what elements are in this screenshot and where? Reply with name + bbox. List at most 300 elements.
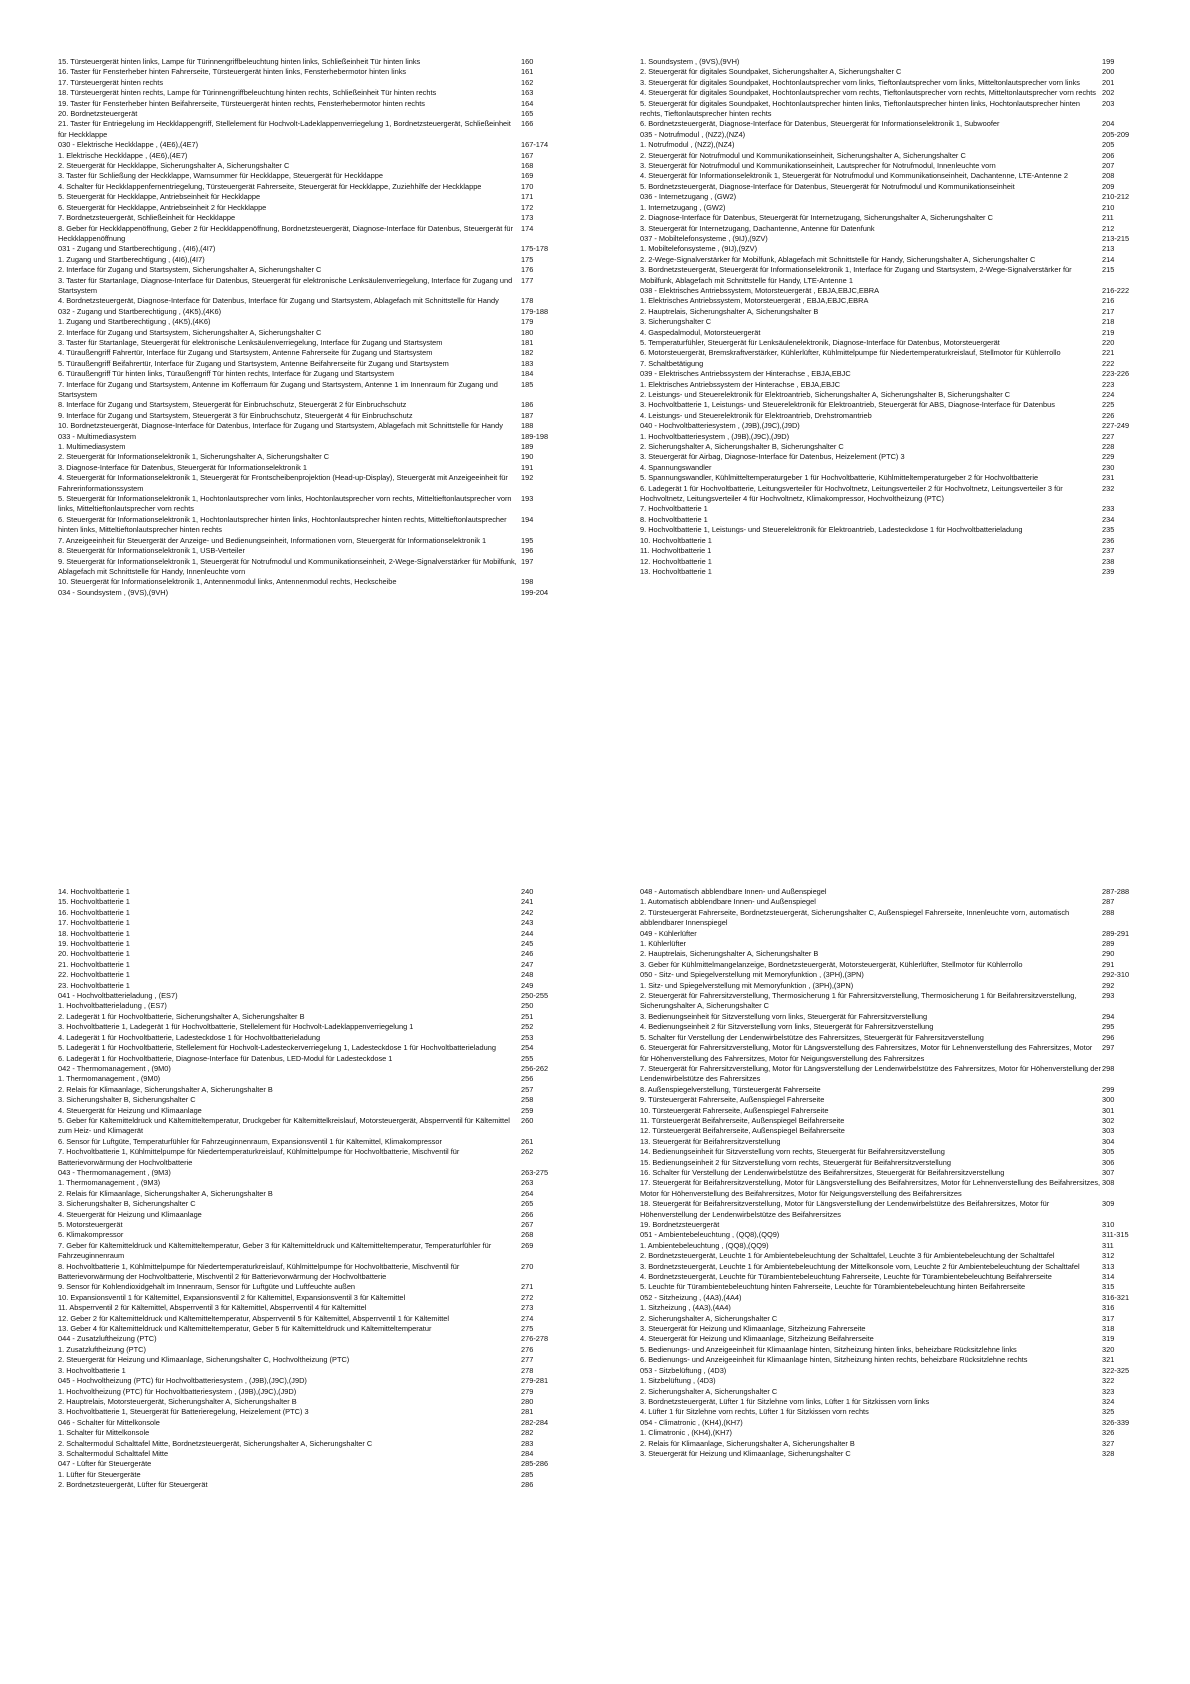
toc-section-heading [640, 192, 1180, 202]
toc-entry-page: 280 [521, 1396, 534, 1406]
toc-entry-title: 2. Diagnose-Interface für Datenbus, Steuergerät für Internetzugang, Sicherungshalter A, Sicherungshalter C [640, 213, 993, 223]
toc-entry-page: 276-278 [521, 1334, 549, 1344]
toc-column-4 [640, 887, 1180, 1459]
toc-entry-title: 4. Steuergerät für Heizung und Klimaanlage, Sitzheizung Beifahrerseite [640, 1334, 874, 1344]
toc-entry-title: 1. Zugang und Startberechtigung , (4I6),(4I7) [58, 254, 205, 264]
toc-entry [58, 1147, 598, 1168]
toc-entry-page: 258 [521, 1095, 534, 1105]
toc-entry [58, 1178, 598, 1188]
toc-entry-title: 041 - Hochvoltbatterieladung , (ES7) [58, 991, 178, 1001]
toc-entry-page: 194 [521, 514, 534, 524]
toc-entry-title: 044 - Zusatzluftheizung (PTC) [58, 1334, 157, 1344]
toc-entry-title: 048 - Automatisch abblendbare Innen- und Außenspiegel [640, 887, 827, 896]
toc-entry [640, 307, 1180, 317]
toc-entry-title: 18. Steuergerät für Beifahrersitzverstellung, Motor für Längsverstellung der Lendenwirbelstütze des Beifahrersitzes, Motor für Höhenverstellung der Lendenwirbelstütze des Beifahrersitzes [640, 1199, 1050, 1219]
toc-section-heading [640, 1418, 1180, 1428]
toc-section-heading [640, 1293, 1180, 1303]
toc-entry-page: 300 [1102, 1095, 1115, 1105]
toc-entry-title: 3. Steuergerät für Airbag, Diagnose-Interface für Datenbus, Heizelement (PTC) 3 [640, 452, 905, 462]
toc-entry-page: 225 [1102, 400, 1115, 410]
toc-entry-page: 289 [1102, 939, 1115, 949]
toc-entry-title: 4. Bedienungseinheit 2 für Sitzverstellung vorn links, Steuergerät für Fahrersitzverstellung [640, 1022, 934, 1032]
toc-section-heading [640, 970, 1180, 980]
toc-entry [640, 203, 1180, 213]
toc-entry [58, 1397, 598, 1407]
toc-entry-page: 222 [1102, 358, 1115, 368]
toc-entry [58, 119, 598, 140]
toc-entry-title: 038 - Elektrisches Antriebssystem, Motorsteuergerät , EBJA,EBJC,EBRA [640, 285, 880, 295]
toc-entry-page: 209 [1102, 181, 1115, 191]
toc-entry-page: 276 [521, 1344, 534, 1354]
toc-entry-title: 7. Interface für Zugang und Startsystem, Antenne im Kofferraum für Zugang und Startsystem, Antenne 1 im Innenraum für Zugang und Startsystem [58, 379, 498, 399]
toc-entry-title: 3. Hochvoltbatterie 1, Ladegerät 1 für Hochvoltbatterie, Stellelement für Hochvolt-Ladeklappenverriegelung 1 [58, 1022, 414, 1032]
toc-entry-page: 250-255 [521, 991, 549, 1001]
toc-entry-title: 3. Hochvoltbatterie 1 [58, 1365, 126, 1375]
toc-entry [58, 1074, 598, 1084]
toc-entry-page: 216 [1102, 296, 1115, 306]
toc-entry [640, 557, 1180, 567]
toc-entry-page: 223-226 [1102, 369, 1130, 379]
toc-entry-title: 2. Hauptrelais, Motorsteuergerät, Sicherungshalter A, Sicherungshalter B [58, 1396, 297, 1406]
toc-entry-page: 247 [521, 959, 534, 969]
toc-entry-title: 16. Schalter für Verstellung der Lendenwirbelstütze des Beifahrersitzes, Steuergerät für Beifahrersitzverstellung [640, 1167, 1005, 1177]
toc-entry [640, 504, 1180, 514]
toc-entry-page: 160 [521, 57, 534, 66]
toc-entry-page: 265 [521, 1199, 534, 1209]
toc-entry [58, 1022, 598, 1032]
toc-section-heading [640, 1366, 1180, 1376]
toc-entry [640, 1137, 1180, 1147]
toc-entry-page: 293 [1102, 991, 1115, 1001]
toc-entry-page: 272 [521, 1292, 534, 1302]
toc-entry-title: 11. Hochvoltbatterie 1 [640, 546, 712, 556]
toc-entry-page: 304 [1102, 1136, 1115, 1146]
toc-section-heading [58, 991, 598, 1001]
toc-entry-title: 034 - Soundsystem , (9VS),(9VH) [58, 587, 169, 597]
toc-entry [58, 1480, 598, 1490]
toc-entry-page: 198 [521, 577, 534, 587]
toc-entry-page: 268 [521, 1230, 534, 1240]
toc-entry-page: 178 [521, 296, 534, 306]
toc-entry-title: 2. Hauptrelais, Sicherungshalter A, Sicherungshalter B [640, 306, 819, 316]
toc-entry-page: 324 [1102, 1396, 1115, 1406]
toc-entry-page: 204 [1102, 119, 1115, 129]
toc-entry-title: 1. Sitzbelüftung , (4D3) [640, 1376, 716, 1386]
toc-entry [58, 1085, 598, 1095]
toc-entry-title: 1. Elektrisches Antriebssystem, Motorsteuergerät , EBJA,EBJC,EBRA [640, 296, 869, 306]
toc-entry [640, 484, 1180, 505]
toc-entry-page: 257 [521, 1084, 534, 1094]
toc-entry [58, 473, 598, 494]
toc-entry-page: 171 [521, 192, 534, 202]
toc-entry-title: 1. Elektrische Heckklappe , (4E6),(4E7) [58, 150, 188, 160]
toc-entry [640, 1085, 1180, 1095]
toc-section-heading [58, 140, 598, 150]
toc-entry-page: 264 [521, 1188, 534, 1198]
toc-column-3 [58, 887, 598, 1491]
toc-column-1 [58, 57, 598, 598]
toc-entry [640, 1116, 1180, 1126]
toc-entry-page: 177 [521, 275, 534, 285]
toc-entry-title: 5. Leuchte für Türambientebeleuchtung hinten Fahrerseite, Leuchte für Türambientebeleuchtung hinten Beifahrerseite [640, 1282, 1026, 1292]
toc-entry-title: 19. Taster für Fensterheber hinten Beifahrerseite, Türsteuergerät hinten rechts, Fensterhebermotor hinten rechts [58, 98, 425, 108]
toc-entry [640, 536, 1180, 546]
toc-entry-title: 1. Zusatzluftheizung (PTC) [58, 1344, 146, 1354]
toc-entry [58, 1189, 598, 1199]
toc-entry [640, 1272, 1180, 1282]
toc-entry-title: 4. Bordnetzsteuergerät, Leuchte für Türambientebeleuchtung Fahrerseite, Leuchte für Türambientebeleuchtung Beifahrerseite [640, 1272, 1052, 1282]
toc-entry-title: 17. Hochvoltbatterie 1 [58, 918, 130, 928]
toc-entry-page: 274 [521, 1313, 534, 1323]
toc-entry-title: 5. Steuergerät für Informationselektronik 1, Hochtonlautsprecher vorn links, Hochtonlautsprecher vorn rechts, Mitteltieftonlautsprecher vorn links, Mitteltieftonlautsprecher vorn rechts [58, 494, 512, 514]
toc-entry [640, 255, 1180, 265]
toc-entry-title: 3. Steuergerät für digitales Soundpaket, Hochtonlautsprecher vorn links, Tieftonlautsprecher vorn links, Mitteltonlautsprecher vorn links [640, 77, 1080, 87]
toc-entry-title: 6. Motorsteuergerät, Bremskraftverstärker, Kühlerlüfter, Kühlmittelpumpe für Niedertemperaturkreislauf, Stellmotor für Kühlerrollo [640, 348, 1061, 358]
toc-entry-page: 284 [521, 1448, 534, 1458]
toc-entry-page: 188 [521, 421, 534, 431]
toc-entry [640, 151, 1180, 161]
toc-entry-page: 210-212 [1102, 192, 1130, 202]
toc-entry-title: 3. Sicherungshalter C [640, 317, 712, 327]
toc-entry [640, 1178, 1180, 1199]
toc-entry [640, 1012, 1180, 1022]
toc-entry-title: 9. Hochvoltbatterie 1, Leistungs- und Steuerelektronik für Elektroantrieb, Ladesteckdose 1 für Hochvoltbatterieladung [640, 525, 1023, 535]
toc-entry [58, 908, 598, 918]
toc-entry [58, 1054, 598, 1064]
toc-entry-title: 2. Sicherungshalter A, Sicherungshalter C [640, 1313, 778, 1323]
toc-entry [58, 1366, 598, 1376]
toc-entry-page: 241 [521, 897, 534, 907]
toc-entry-title: 8. Interface für Zugang und Startsystem, Steuergerät für Einbruchschutz, Steuergerät 2 für Einbruchschutz [58, 400, 407, 410]
toc-entry-page: 286 [521, 1480, 534, 1490]
toc-entry-title: 1. Sitz- und Spiegelverstellung mit Memoryfunktion , (3PH),(3PN) [640, 980, 854, 990]
toc-entry-page: 292-310 [1102, 970, 1130, 980]
toc-entry-page: 305 [1102, 1147, 1115, 1157]
toc-entry-title: 9. Interface für Zugang und Startsystem, Steuergerät 3 für Einbruchschutz, Steuergerät 4 für Einbruchschutz [58, 410, 413, 420]
toc-entry [640, 265, 1180, 286]
toc-entry-title: 6. Bedienungs- und Anzeigeeinheit für Klimaanlage hinten, Sitzheizung hinten rechts, beheizbare Rücksitzlehne rechts [640, 1355, 1028, 1365]
toc-entry-title: 8. Hochvoltbatterie 1, Kühlmittelpumpe für Niedertemperaturkreislauf, Kühlmittelpumpe für Hochvoltbatterie, Mischventil für Batterievorwärmung der Hochvoltbatterie, Mischventil 2 für Batterievorwärmung der Hochvoltbatterie [58, 1261, 460, 1282]
toc-entry-page: 161 [521, 67, 534, 77]
toc-entry-page: 226 [1102, 410, 1115, 420]
toc-section-heading [640, 929, 1180, 939]
toc-entry [640, 328, 1180, 338]
toc-entry [640, 380, 1180, 390]
toc-entry-page: 199-204 [521, 587, 549, 597]
toc-entry-title: 7. Anzeigeeinheit für Steuergerät der Anzeige- und Bedienungseinheit, Informationen vorn, Steuergerät für Informationselektronik 1 [58, 535, 487, 545]
toc-entry-page: 261 [521, 1136, 534, 1146]
toc-entry [640, 515, 1180, 525]
toc-entry-title: 20. Bordnetzsteuergerät [58, 109, 138, 119]
toc-entry-page: 309 [1102, 1199, 1115, 1209]
toc-entry-page: 195 [521, 535, 534, 545]
toc-entry-title: 5. Spannungswandler, Kühlmitteltemperaturgeber 1 für Hochvoltbatterie, Kühlmitteltemperaturgeber 2 für Hochvoltbatterie [640, 473, 1039, 483]
toc-entry [640, 546, 1180, 556]
toc-entry-page: 277 [521, 1355, 534, 1365]
toc-entry [58, 1137, 598, 1147]
toc-entry-title: 3. Taster für Startanlage, Diagnose-Interface für Datenbus, Steuergerät für elektronische Lenksäulenverriegelung, Interface für Zugang und Startsystem [58, 275, 513, 295]
toc-entry [58, 203, 598, 213]
toc-entry-page: 176 [521, 265, 534, 275]
toc-entry-page: 245 [521, 939, 534, 949]
toc-entry [58, 1355, 598, 1365]
toc-entry-title: 4. Bordnetzsteuergerät, Diagnose-Interface für Datenbus, Interface für Zugang und Startsystem, Ablagefach mit Schnittstelle für Handy [58, 296, 499, 306]
toc-entry-title: 6. Bordnetzsteuergerät, Diagnose-Interface für Datenbus, Steuergerät für Informationselektronik 1, Subwoofer [640, 119, 1000, 129]
toc-entry [58, 1262, 598, 1283]
toc-entry-page: 214 [1102, 254, 1115, 264]
toc-entry-page: 267 [521, 1220, 534, 1229]
toc-entry-page: 173 [521, 213, 534, 223]
toc-entry-page: 228 [1102, 442, 1115, 452]
toc-entry [58, 317, 598, 327]
toc-entry [58, 255, 598, 265]
toc-entry-page: 315 [1102, 1282, 1115, 1292]
toc-entry [58, 1230, 598, 1240]
toc-entry-title: 1. Automatisch abblendbare Innen- und Außenspiegel [640, 897, 816, 907]
toc-entry-page: 291 [1102, 959, 1115, 969]
toc-entry [640, 1043, 1180, 1064]
toc-entry [58, 546, 598, 556]
toc-entry-title: 13. Steuergerät für Beifahrersitzverstellung [640, 1136, 781, 1146]
toc-entry [58, 359, 598, 369]
toc-entry-page: 199 [1102, 57, 1115, 66]
toc-entry [640, 1095, 1180, 1105]
toc-entry-page: 213-215 [1102, 233, 1130, 243]
toc-entry [640, 57, 1180, 67]
toc-entry-page: 322 [1102, 1376, 1115, 1386]
toc-section-heading [58, 307, 598, 317]
toc-entry-page: 206 [1102, 150, 1115, 160]
toc-entry-title: 1. Elektrisches Antriebssystem der Hinterachse , EBJA,EBJC [640, 379, 841, 389]
toc-entry [640, 1439, 1180, 1449]
toc-entry [58, 1116, 598, 1137]
toc-entry [58, 67, 598, 77]
toc-entry [58, 57, 598, 67]
toc-entry-page: 279-281 [521, 1376, 549, 1386]
toc-entry-title: 6. Steuergerät für Heckklappe, Antriebseinheit 2 für Heckklappe [58, 202, 267, 212]
toc-entry-title: 11. Türsteuergerät Beifahrerseite, Außenspiegel Beifahrerseite [640, 1115, 845, 1125]
toc-entry [640, 99, 1180, 120]
toc-entry-page: 310 [1102, 1220, 1115, 1229]
toc-entry-title: 1. Hochvoltbatteriesystem , (J9B),(J9C),(J9D) [640, 431, 790, 441]
toc-entry-page: 227 [1102, 431, 1115, 441]
toc-entry-page: 259 [521, 1105, 534, 1115]
toc-entry [640, 525, 1180, 535]
toc-entry [58, 1199, 598, 1209]
toc-entry-page: 193 [521, 494, 534, 504]
toc-entry-title: 1. Multimediasystem [58, 442, 126, 452]
toc-entry-page: 167-174 [521, 140, 549, 150]
toc-entry-page: 238 [1102, 556, 1115, 566]
toc-entry-title: 4. Gaspedalmodul, Motorsteuergerät [640, 327, 761, 337]
toc-section-heading [58, 1064, 598, 1074]
toc-entry-title: 18. Türsteuergerät hinten rechts, Lampe für Türinnengriffbeleuchtung hinten rechts, Schließeinheit Tür hinten rechts [58, 88, 437, 98]
toc-entry [640, 1033, 1180, 1043]
toc-entry [640, 161, 1180, 171]
toc-entry [640, 400, 1180, 410]
toc-entry [640, 1220, 1180, 1230]
toc-entry-title: 040 - Hochvoltbatteriesystem , (J9B),(J9C),(J9D) [640, 421, 800, 431]
toc-entry-page: 271 [521, 1282, 534, 1292]
toc-entry-title: 5. Geber für Kältemitteldruck und Kältemitteltemperatur, Druckgeber für Kältemittelkreislauf, Motorsteuergerät, Absperrventil für Kältemittel zum Heiz- und Klimagerät [58, 1115, 510, 1136]
toc-entry-title: 3. Sicherungshalter B, Sicherungshalter C [58, 1199, 196, 1209]
toc-entry-title: 7. Steuergerät für Fahrersitzverstellung, Motor für Längsverstellung der Lendenwirbelstütze des Fahrersitzes, Motor für Höhenverstellung der Lendenwirbelstütze des Fahrersitzes [640, 1063, 1101, 1084]
toc-entry [640, 1282, 1180, 1292]
toc-entry-title: 2. Relais für Klimaanlage, Sicherungshalter A, Sicherungshalter B [58, 1188, 273, 1198]
toc-entry [640, 1324, 1180, 1334]
toc-entry-title: 2. Leistungs- und Steuerelektronik für Elektroantrieb, Sicherungshalter A, Sicherungshalter B, Sicherungshalter C [640, 390, 1011, 399]
toc-entry [640, 1345, 1180, 1355]
toc-entry [58, 1241, 598, 1262]
toc-entry-page: 285-286 [521, 1459, 549, 1469]
toc-entry-title: 18. Hochvoltbatterie 1 [58, 928, 130, 938]
toc-entry-page: 294 [1102, 1011, 1115, 1021]
toc-entry-page: 239 [1102, 566, 1115, 576]
toc-entry-page: 321 [1102, 1355, 1115, 1365]
toc-entry [58, 1407, 598, 1417]
toc-entry [58, 1106, 598, 1116]
toc-entry [640, 1428, 1180, 1438]
toc-entry-page: 287-288 [1102, 887, 1130, 896]
toc-entry-title: 1. Climatronic , (KH4),(KH7) [640, 1428, 732, 1438]
toc-entry-page: 210 [1102, 202, 1115, 212]
toc-entry-page: 313 [1102, 1261, 1115, 1271]
toc-entry-title: 17. Steuergerät für Beifahrersitzverstellung, Motor für Längsverstellung des Beifahrersitzes, Motor für Lehnenverstellung des Beifahrersitzes, Motor für Höhenverstellung des Beifahrersitzes, Motor für Neigungsverstellung des Beifahrersitzes [640, 1178, 1101, 1198]
toc-entry-title: 14. Bedienungseinheit für Sitzverstellung vorn rechts, Steuergerät für Beifahrersitzverstellung [640, 1147, 945, 1157]
toc-entry [58, 981, 598, 991]
toc-entry-title: 3. Schaltermodul Schalttafel Mitte [58, 1448, 169, 1458]
toc-entry [58, 369, 598, 379]
toc-entry-page: 282-284 [521, 1417, 549, 1427]
toc-entry-page: 175-178 [521, 244, 549, 254]
toc-entry-page: 255 [521, 1053, 534, 1063]
toc-entry [58, 192, 598, 202]
toc-entry-title: 035 - Notrufmodul , (NZ2),(NZ4) [640, 129, 746, 139]
toc-entry [58, 265, 598, 275]
toc-entry [58, 161, 598, 171]
toc-entry-title: 13. Geber 4 für Kältemitteldruck und Kältemitteltemperatur, Geber 5 für Kältemitteldruck und Kältemitteltemperatur [58, 1324, 432, 1334]
toc-entry [58, 918, 598, 928]
toc-entry-title: 8. Geber für Heckklappenöffnung, Geber 2 für Heckklappenöffnung, Bordnetzsteuergerät, Diagnose-Interface für Datenbus, Steuergerät für Heckklappenöffnung [58, 223, 513, 243]
toc-entry-page: 260 [521, 1115, 534, 1125]
toc-section-heading [640, 369, 1180, 379]
toc-entry-title: 1. Schalter für Mittelkonsole [58, 1428, 150, 1438]
toc-entry-page: 290 [1102, 949, 1115, 959]
toc-entry-page: 256-262 [521, 1063, 549, 1073]
toc-entry [640, 981, 1180, 991]
toc-entry [640, 244, 1180, 254]
toc-entry [58, 109, 598, 119]
toc-entry [640, 442, 1180, 452]
toc-entry [640, 939, 1180, 949]
toc-entry-page: 184 [521, 369, 534, 379]
toc-entry [640, 1376, 1180, 1386]
toc-entry-page: 292 [1102, 980, 1115, 990]
toc-entry-title: 5. Steuergerät für digitales Soundpaket, Hochtonlautsprecher hinten links, Tieftonlautsprecher hinten links, Hochtonlautsprecher hinten rechts, Tieftonlautsprecher hinten rechts [640, 98, 1081, 119]
toc-entry-page: 243 [521, 918, 534, 928]
toc-entry [58, 1043, 598, 1053]
toc-entry-title: 3. Bordnetzsteuergerät, Leuchte 1 für Ambientebeleuchtung der Mittelkonsole vorn, Leuchte 2 für Ambientebeleuchtung der Schalttafel [640, 1261, 1080, 1271]
toc-entry [640, 359, 1180, 369]
toc-entry-page: 281 [521, 1407, 534, 1417]
toc-entry-page: 251 [521, 1011, 534, 1021]
toc-entry-page: 288 [1102, 907, 1115, 917]
toc-entry-title: 3. Taster für Startanlage, Steuergerät für elektronische Lenksäulenverriegelung, Interface für Zugang und Startsystem [58, 337, 443, 347]
toc-entry-page: 166 [521, 119, 534, 129]
toc-section-heading [640, 234, 1180, 244]
toc-entry-title: 1. Internetzugang , (GW2) [640, 202, 726, 212]
toc-entry-title: 1. Soundsystem , (9VS),(9VH) [640, 57, 740, 66]
toc-entry-page: 273 [521, 1303, 534, 1313]
toc-entry [640, 908, 1180, 929]
toc-entry [640, 1168, 1180, 1178]
toc-entry-title: 5. Motorsteuergerät [58, 1220, 123, 1229]
toc-entry-page: 181 [521, 337, 534, 347]
toc-entry-title: 1. Mobiltelefonsysteme , (9IJ),(9ZV) [640, 244, 758, 254]
toc-entry-page: 246 [521, 949, 534, 959]
toc-entry-page: 237 [1102, 546, 1115, 556]
toc-entry [640, 463, 1180, 473]
toc-entry [58, 949, 598, 959]
toc-entry-title: 2. Ladegerät 1 für Hochvoltbatterie, Sicherungshalter A, Sicherungshalter B [58, 1011, 305, 1021]
toc-entry [58, 78, 598, 88]
toc-entry [58, 1439, 598, 1449]
toc-entry-page: 269 [521, 1240, 534, 1250]
toc-entry-page: 211 [1102, 213, 1114, 223]
toc-entry [640, 1251, 1180, 1261]
toc-entry-title: 2. Hauptrelais, Sicherungshalter A, Sicherungshalter B [640, 949, 819, 959]
toc-entry [58, 411, 598, 421]
toc-entry [58, 1033, 598, 1043]
toc-entry-title: 2. Relais für Klimaanlage, Sicherungshalter A, Sicherungshalter B [58, 1084, 273, 1094]
toc-entry-title: 21. Hochvoltbatterie 1 [58, 959, 130, 969]
toc-entry-page: 295 [1102, 1022, 1115, 1032]
toc-entry-title: 5. Steuergerät für Heckklappe, Antriebseinheit für Heckklappe [58, 192, 261, 202]
toc-entry-title: 5. Türaußengriff Beifahrertür, Interface für Zugang und Startsystem, Antenne Beifahrerseite für Zugang und Startsystem [58, 358, 449, 368]
toc-entry [640, 1147, 1180, 1157]
toc-entry-title: 051 - Ambientebeleuchtung , (QQ8),(QQ9) [640, 1230, 780, 1240]
toc-entry-page: 312 [1102, 1251, 1115, 1261]
toc-entry [58, 1345, 598, 1355]
toc-entry [640, 140, 1180, 150]
toc-entry-title: 2. Steuergerät für Notrufmodul und Kommunikationseinheit, Sicherungshalter A, Sicherungshalter C [640, 150, 966, 160]
toc-entry-page: 205-209 [1102, 129, 1130, 139]
toc-entry-page: 220 [1102, 337, 1115, 347]
toc-entry-title: 11. Absperrventil 2 für Kältemittel, Absperrventil 3 für Kältemittel, Absperrventil 4 für Kältemittel [58, 1303, 367, 1313]
toc-entry-title: 1. Notrufmodul , (NZ2),(NZ4) [640, 140, 735, 150]
toc-entry [640, 171, 1180, 181]
toc-entry [58, 296, 598, 306]
toc-entry-page: 307 [1102, 1167, 1115, 1177]
toc-entry [58, 970, 598, 980]
toc-entry [58, 515, 598, 536]
toc-entry-title: 2. Schaltermodul Schalttafel Mitte, Bordnetzsteuergerät, Sicherungshalter A, Sicherungshalter C [58, 1438, 373, 1448]
toc-entry-title: 032 - Zugang und Startberechtigung , (4K5),(4K6) [58, 306, 222, 316]
toc-entry [640, 1387, 1180, 1397]
toc-entry-title: 15. Hochvoltbatterie 1 [58, 897, 130, 907]
toc-entry [640, 390, 1180, 400]
toc-entry [58, 224, 598, 245]
toc-entry [58, 88, 598, 98]
toc-entry-title: 1. Hochvoltheizung (PTC) für Hochvoltbatteriesystem , (J9B),(J9C),(J9D) [58, 1386, 297, 1396]
toc-entry-page: 172 [521, 202, 534, 212]
toc-entry-page: 289-291 [1102, 928, 1130, 938]
toc-entry-page: 216-222 [1102, 285, 1130, 295]
toc-entry [58, 99, 598, 109]
toc-entry-page: 326-339 [1102, 1417, 1130, 1427]
toc-entry [58, 897, 598, 907]
toc-entry-page: 189 [521, 442, 534, 452]
